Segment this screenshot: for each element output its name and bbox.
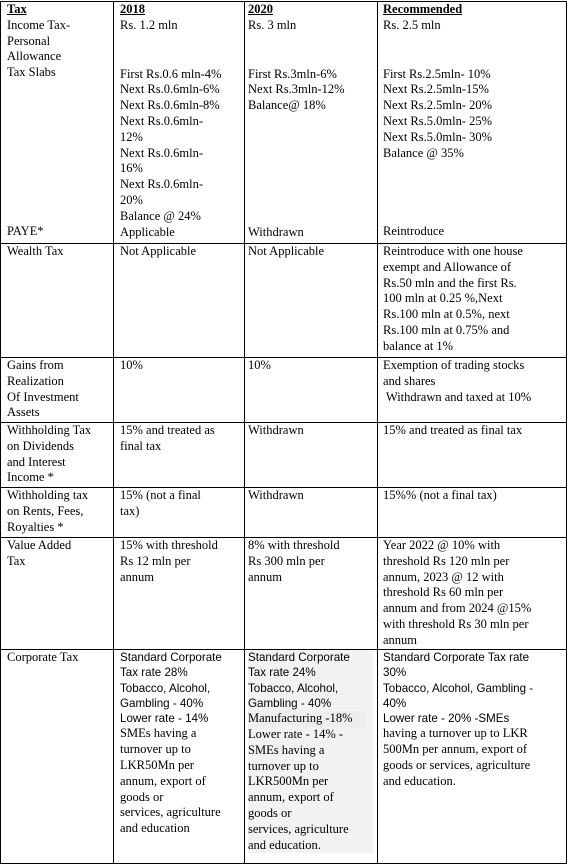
- row-label: and Interest: [7, 454, 66, 469]
- cell-text: annum and from 2024 @15%: [383, 601, 532, 616]
- cell-text: 16%: [120, 161, 143, 176]
- cell-text: goods or services, agriculture: [383, 758, 531, 773]
- cell-text: annum: [120, 569, 155, 584]
- cell-text: Lower rate - 14% -: [248, 726, 344, 741]
- cell-text: 30%: [383, 666, 407, 680]
- row-label: Wealth Tax: [7, 244, 64, 258]
- row-label: Income *: [7, 470, 54, 485]
- cell-text: Rs 12 mln per: [120, 553, 191, 568]
- cell-text: balance at 1%: [383, 338, 454, 353]
- cell-2018: [114, 423, 245, 488]
- cell-text: Next Rs.2.5mln- 20%: [383, 98, 493, 113]
- cell-tax-label: [1, 244, 114, 358]
- row-label: Tax Slabs: [7, 65, 56, 80]
- cell-2018: [114, 538, 245, 650]
- row-label: Value Added: [7, 538, 72, 552]
- row-label: Allowance: [7, 49, 62, 64]
- cell-text: Next Rs.0.6mln-6%: [120, 82, 220, 97]
- cell-2020: [245, 650, 378, 864]
- cell-text: services, agriculture: [248, 821, 349, 836]
- cell-text: Withdrawn: [248, 423, 304, 437]
- cell-text: Next Rs.5.0mln- 25%: [383, 113, 493, 128]
- cell-text: Gambling - 40%: [248, 696, 332, 710]
- cell-text: Next Rs.3mln-12%: [248, 82, 345, 97]
- cell-text: Rs 300 mln per: [248, 553, 325, 568]
- cell-text: goods or: [248, 805, 292, 820]
- cell-text: annum: [383, 632, 418, 647]
- cell-text: Withdrawn: [248, 488, 304, 502]
- cell-text: having a turnover up to LKR: [383, 726, 528, 741]
- cell-text: 15%% (not a final tax): [383, 488, 497, 502]
- cell-text: turnover up to: [248, 758, 319, 773]
- cell-tax-label: [1, 358, 114, 423]
- header-2018: 2018: [120, 2, 145, 16]
- cell-text: annum: [248, 569, 283, 584]
- cell-text: 100 mln at 0.25 %,Next: [383, 291, 503, 306]
- cell-2020: [245, 538, 378, 650]
- cell-text: First Rs.3mln-6%: [248, 66, 337, 81]
- cell-text: turnover up to: [120, 742, 191, 757]
- row-label: on Dividends: [7, 438, 75, 453]
- row-label: Tax: [7, 553, 26, 568]
- table-row-corporate-tax: [1, 650, 567, 864]
- row-label: Income Tax-: [7, 17, 71, 32]
- cell-text: Rs. 2.5 mln: [383, 17, 441, 32]
- cell-text: Rs. 3 mln: [248, 17, 297, 32]
- cell-text: Standard Corporate: [120, 651, 222, 664]
- cell-2018: [114, 2, 245, 244]
- cell-text: and education.: [383, 773, 456, 788]
- cell-text: SMEs having a: [248, 742, 325, 757]
- cell-2018: [114, 488, 245, 538]
- cell-text: 8% with threshold: [248, 538, 340, 552]
- cell-recommended: [378, 650, 567, 864]
- cell-text: Reintroduce with one house: [383, 244, 523, 258]
- cell-text: First Rs.2.5mln- 10%: [383, 66, 491, 81]
- cell-recommended: [378, 488, 567, 538]
- cell-tax-label: [1, 488, 114, 538]
- row-label: Corporate Tax: [7, 650, 79, 664]
- cell-tax-label: [1, 650, 114, 864]
- table-row-wht-rents: [1, 488, 567, 538]
- cell-text: Balance @ 35%: [383, 145, 464, 160]
- cell-text: First Rs.0.6 mln-4%: [120, 66, 222, 81]
- cell-recommended: [378, 538, 567, 650]
- cell-recommended: [378, 244, 567, 358]
- cell-text: annum, 2023 @ 12 with: [383, 569, 504, 584]
- cell-text: Next Rs.2.5mln-15%: [383, 82, 489, 97]
- cell-tax-label: [1, 423, 114, 488]
- table-row-vat: [1, 538, 567, 650]
- cell-text: LKR50Mn per: [120, 758, 194, 773]
- cell-text: SMEs having a: [120, 726, 197, 741]
- row-label: on Rents, Fees,: [7, 503, 84, 518]
- cell-text: Next Rs.0.6mln-: [120, 113, 203, 128]
- cell-text: 15% with threshold: [120, 538, 218, 552]
- cell-2020: [245, 358, 378, 423]
- cell-text: LKR500Mn per: [248, 774, 329, 789]
- cell-text: with threshold Rs 30 mln per: [383, 616, 529, 631]
- tax-comparison-table: [0, 1, 567, 864]
- cell-text: 500Mn per annum, export of: [383, 742, 528, 757]
- cell-text-highlighted: Manufacturing -18%: [248, 711, 366, 727]
- cell-tax-label: [1, 538, 114, 650]
- cell-text: threshold Rs 60 mln per: [383, 585, 504, 600]
- cell-text: 15% and treated as: [120, 423, 215, 437]
- cell-text: Rs.100 mln at 0.75% and: [383, 322, 510, 337]
- cell-text: Standard Corporate Tax rate: [383, 651, 530, 664]
- cell-text: Gambling - 40%: [120, 696, 204, 710]
- cell-text: Exemption of trading stocks: [383, 358, 525, 372]
- cell-recommended: [378, 2, 567, 244]
- cell-text: Tax rate 28%: [120, 666, 188, 680]
- header-2020: 2020: [248, 2, 273, 16]
- cell-recommended: [378, 358, 567, 423]
- cell-text: Tobacco, Alcohol,: [120, 681, 211, 695]
- cell-text: Rs. 1.2 mln: [120, 17, 178, 32]
- cell-text: Lower rate - 14%: [120, 712, 209, 726]
- cell-text: Rs.50 mln and the first Rs.: [383, 275, 517, 290]
- cell-text: Rs.100 mln at 0.5%, next: [383, 307, 510, 322]
- cell-text: Withdrawn: [248, 224, 304, 239]
- cell-text: Applicable: [120, 224, 175, 239]
- cell-text: annum, export of: [120, 773, 206, 788]
- row-label: Withholding Tax: [7, 423, 92, 437]
- row-label: Royalties *: [7, 519, 64, 534]
- cell-text: Balance @ 24%: [120, 208, 201, 223]
- table-row-income-tax: [1, 2, 567, 244]
- cell-text: Not Applicable: [248, 244, 325, 258]
- cell-2018: [114, 358, 245, 423]
- cell-2020: [245, 423, 378, 488]
- cell-text: 20%: [120, 192, 143, 207]
- table-row-wealth-tax: [1, 244, 567, 358]
- cell-text: Tobacco, Alcohol,: [248, 681, 339, 695]
- row-label: Personal: [7, 33, 51, 48]
- cell-text: Balance@ 18%: [248, 98, 326, 113]
- cell-text: annum, export of: [248, 790, 334, 805]
- row-label: PAYE*: [7, 223, 44, 238]
- row-label: Withholding tax: [7, 488, 89, 502]
- cell-text: and education: [120, 821, 190, 836]
- cell-2018: [114, 650, 245, 864]
- cell-text: Withdrawn and taxed at 10%: [383, 389, 532, 404]
- cell-2020: [245, 244, 378, 358]
- row-label: Realization: [7, 373, 64, 388]
- cell-text: Next Rs.0.6mln-8%: [120, 98, 220, 113]
- cell-text: 12%: [120, 129, 143, 144]
- row-label: Assets: [7, 405, 40, 420]
- header-recommended: Recommended: [383, 2, 463, 16]
- cell-text: and education.: [248, 837, 321, 852]
- cell-text: exempt and Allowance of: [383, 259, 512, 274]
- table-row-wht-dividends: [1, 423, 567, 488]
- cell-text: Next Rs.0.6mln-: [120, 145, 203, 160]
- cell-text: Next Rs.5.0mln- 30%: [383, 129, 493, 144]
- cell-2020: [245, 2, 378, 244]
- cell-text: 10%: [120, 358, 143, 372]
- cell-text: tax): [120, 503, 140, 518]
- cell-text: Lower rate - 20% -SMEs: [383, 712, 510, 726]
- cell-text: services, agriculture: [120, 805, 221, 820]
- cell-text: 15% and treated as final tax: [383, 423, 523, 437]
- cell-text: Year 2022 @ 10% with: [383, 538, 501, 552]
- cell-tax-label: [1, 2, 114, 244]
- row-label: Gains from: [7, 358, 64, 372]
- cell-text: goods or: [120, 789, 164, 804]
- cell-text: threshold Rs 120 mln per: [383, 553, 510, 568]
- cell-text: and shares: [383, 373, 436, 388]
- cell-text: Standard Corporate: [248, 651, 350, 664]
- cell-text: 15% (not a final: [120, 488, 201, 502]
- header-tax: Tax: [7, 2, 27, 16]
- cell-text: Tobacco, Alcohol, Gambling -: [383, 681, 534, 695]
- cell-text: 40%: [383, 696, 407, 710]
- row-label: Of Investment: [7, 389, 79, 404]
- cell-recommended: [378, 423, 567, 488]
- table-row-gains: [1, 358, 567, 423]
- cell-text: Not Applicable: [120, 244, 197, 258]
- cell-2020: [245, 488, 378, 538]
- cell-2018: [114, 244, 245, 358]
- cell-text: 10%: [248, 358, 271, 372]
- cell-text: Reintroduce: [383, 224, 445, 239]
- cell-text: Tax rate 24%: [248, 666, 316, 680]
- cell-text: Next Rs.0.6mln-: [120, 177, 203, 192]
- cell-text: final tax: [120, 438, 162, 453]
